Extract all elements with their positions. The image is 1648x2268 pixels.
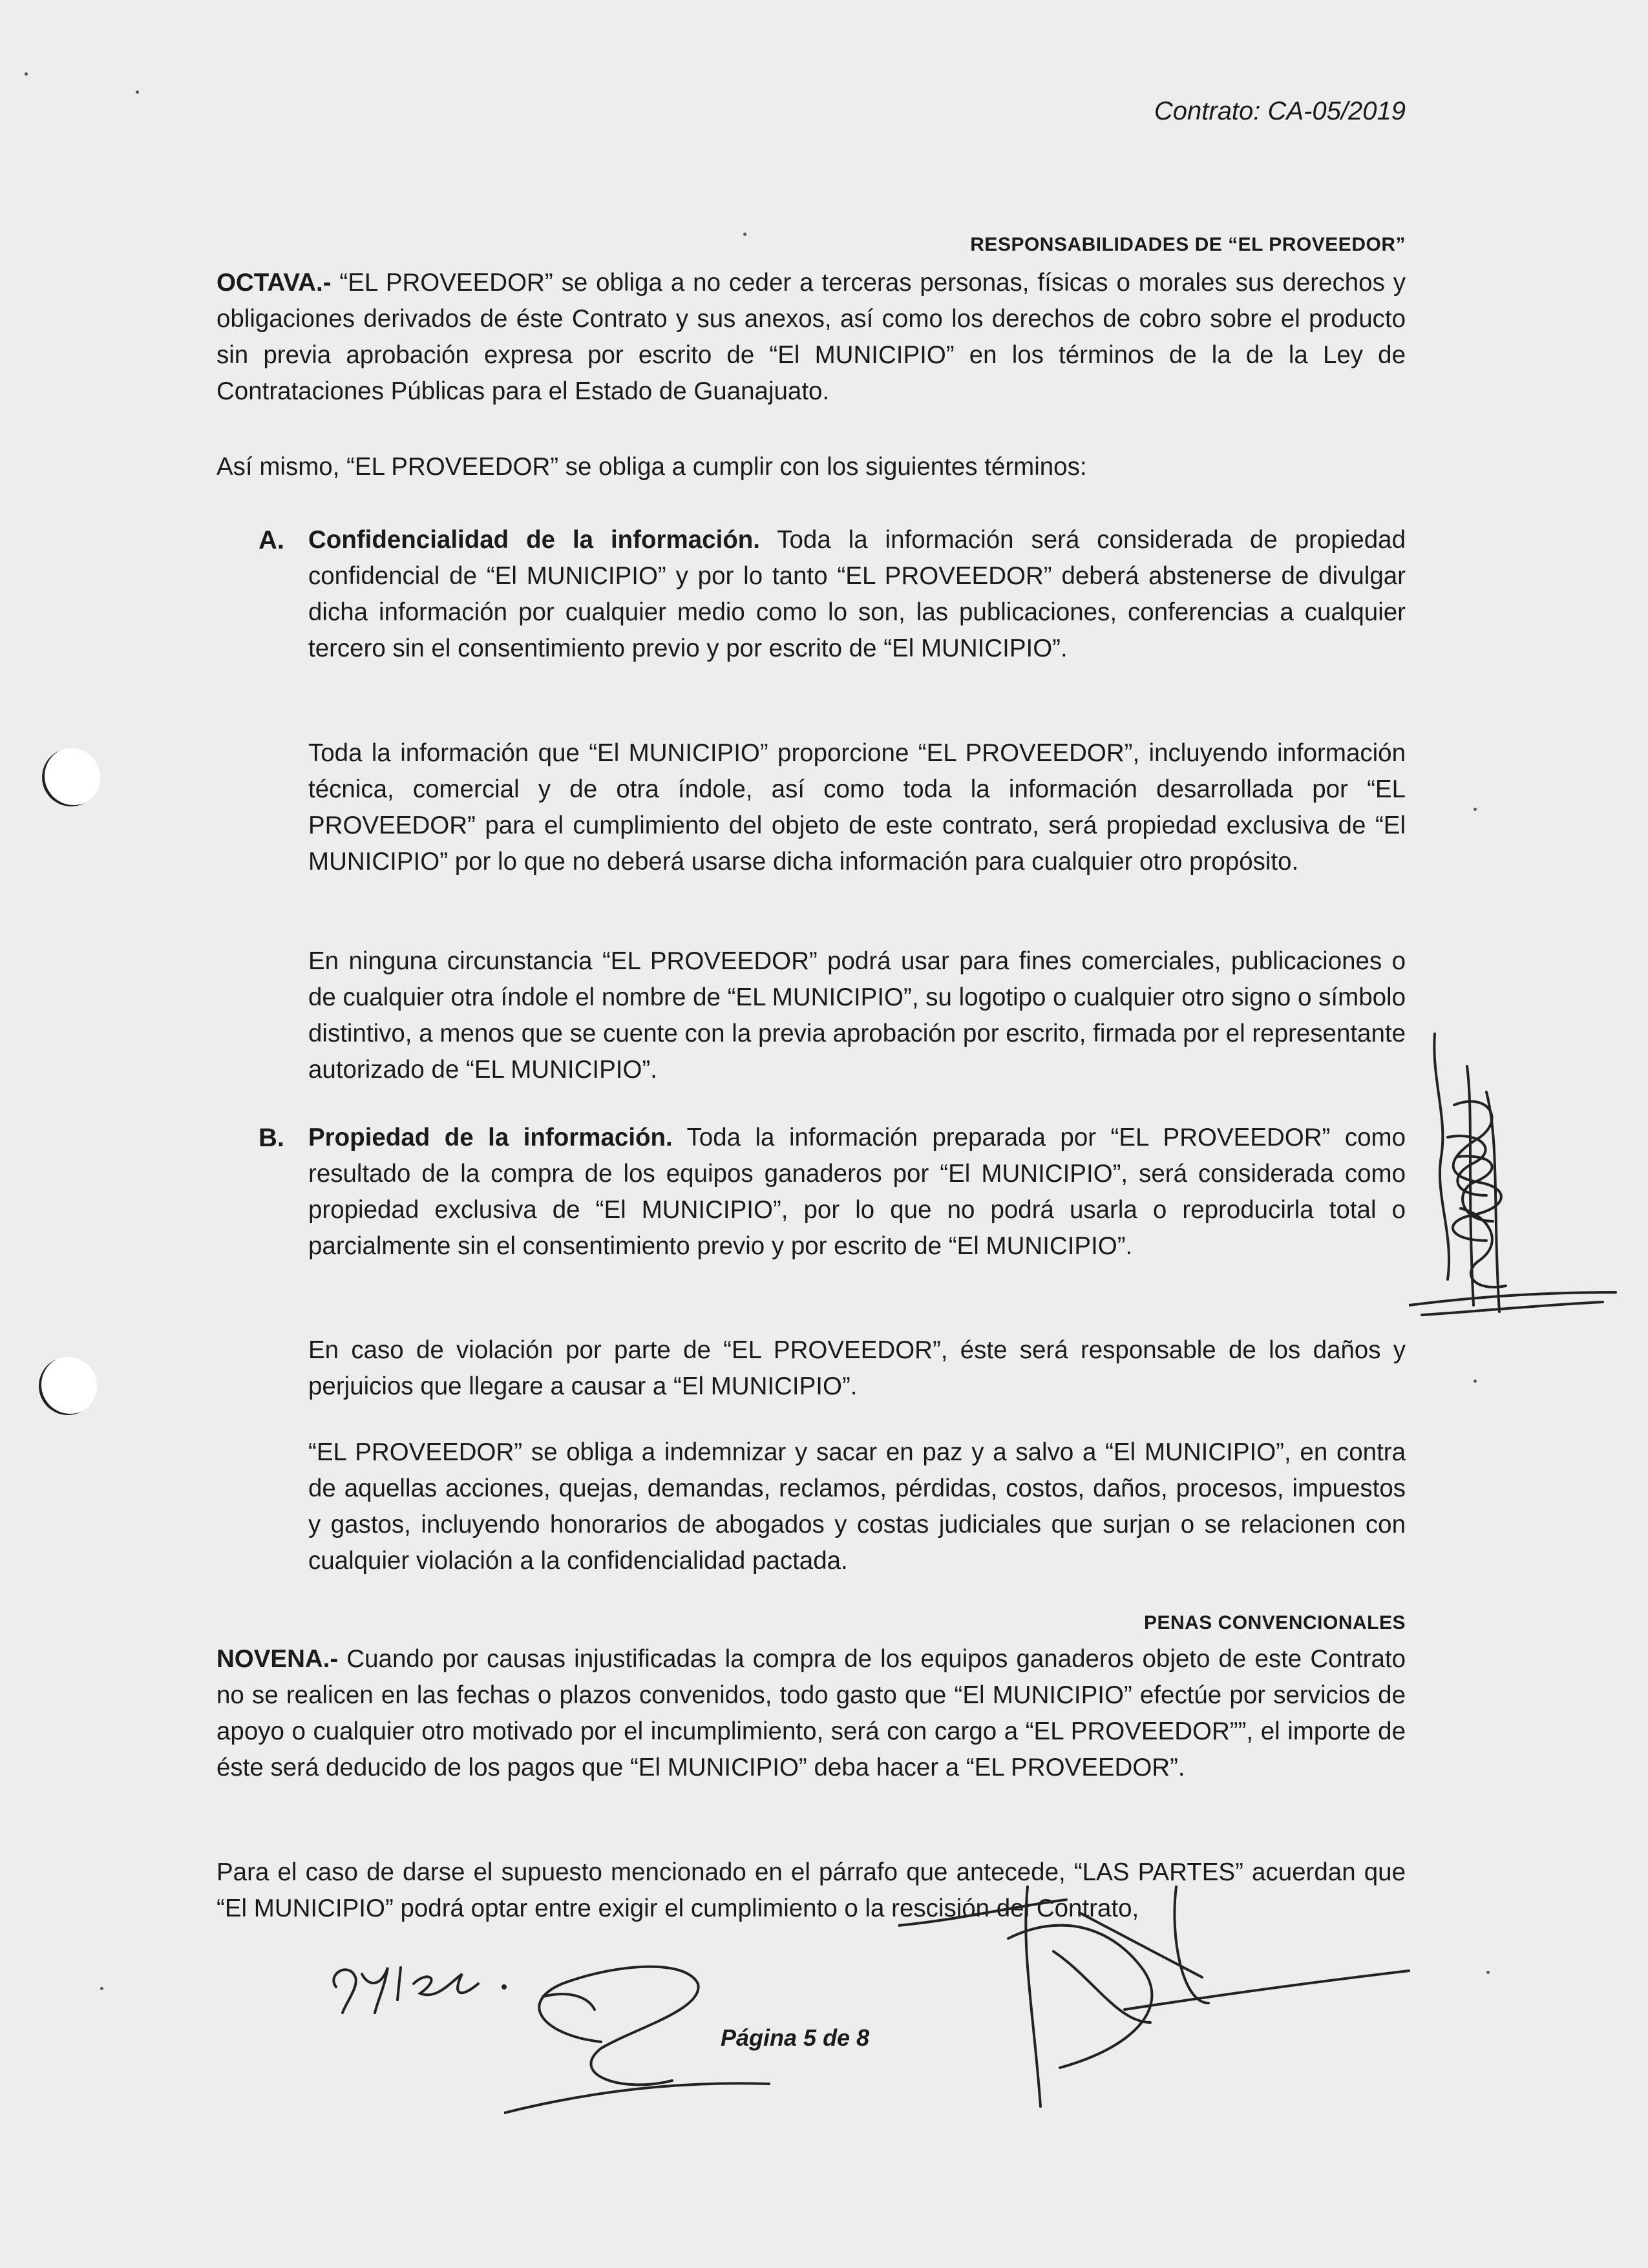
item-a-paragraph [308,522,1406,667]
margin-signature [1409,1027,1622,1331]
section-heading-penas: PENAS CONVENCIONALES [1143,1612,1406,1633]
list-marker-a: A. [259,526,284,554]
item-b-text: Toda la información preparada por “EL PROVEEDOR” como resultado de la compra de los equipos ganaderos por “El MUNICIPIO”, será considerada como propiedad exclusiva de “El MUNICIPIO”, por lo que no podrá usarla o reproducirla total o parcialmente sin el consentimiento previo y por escrito de “El MUNICIPIO”. [308,1124,1406,1260]
clause-octava [217,265,1406,410]
item-a-text: Toda la información será considerada de propiedad confidencial de “El MUNICIPIO” y por lo tanto “EL PROVEEDOR” deberá abstenerse de divulgar dicha información por cualquier medio como lo son, las publicaciones, conferencias a cualquier tercero sin el consentimiento previo y por escrito de “El MUNICIPIO”. [308,526,1406,662]
punch-hole-lower [39,1357,97,1415]
scan-speck [25,72,28,76]
contract-reference: Contrato: CA-05/2019 [1154,97,1406,125]
scan-speck [100,1987,103,1990]
item-b-paragraph [308,1120,1406,1265]
initials-signature [323,1948,523,2019]
page-number: Página 5 de 8 [721,2024,870,2051]
item-a-paragraph-2: Toda la información que “El MUNICIPIO” proporcione “EL PROVEEDOR”, incluyendo información técnica, comercial y de otra índole, así como toda la información desarrollada por “EL PROVEEDOR” para el cumplimiento del objeto de este contrato, será propiedad exclusiva de “El MUNICIPIO” por lo que no deberá usarse dicha información para cualquier otro propósito. [308,739,1406,876]
clause-label: NOVENA.- [217,1645,347,1673]
paragraph-final: Para el caso de darse el supuesto mencionado en el párrafo que antecede, “LAS PARTES” acuerdan que “El MUNICIPIO” podrá optar entre exigir el cumplimiento o la rescisión del Contrato, [217,1858,1406,1922]
item-b-paragraph-3: “EL PROVEEDOR” se obliga a indemnizar y sacar en paz y a salvo a “El MUNICIPIO”, en contra de aquellas acciones, quejas, demandas, reclamos, pérdidas, costos, daños, procesos, impuestos y gastos, incluyendo honorarios de abogados y costas judiciales que surjan o se relacionen con cualquier violación a la confidencialidad pactada. [308,1438,1406,1575]
section-heading-responsabilidades: RESPONSABILIDADES DE “EL PROVEEDOR” [970,234,1406,255]
clause-text: “EL PROVEEDOR” se obliga a no ceder a terceras personas, físicas o morales sus derechos y obligaciones derivados de éste Contrato y sus anexos, así como los derechos de cobro sobre el producto sin previa aprobación expresa por escrito de “El MUNICIPIO” en los términos de la de la Ley de Contrataciones Públicas para el Estado de Guanajuato. [217,269,1406,405]
punch-hole-upper [42,748,100,806]
clause-label: OCTAVA.- [217,269,340,297]
signature-3 [898,1874,1415,2119]
scan-speck [743,233,746,236]
paragraph-asimismo: Así mismo, “EL PROVEEDOR” se obliga a cumplir con los siguientes términos: [217,453,1087,481]
clause-text: Cuando por causas injustificadas la compra de los equipos ganaderos objeto de este Contrato no se realicen en las fechas o plazos convenidos, todo gasto que “El MUNICIPIO” efectúe por servicios de apoyo o cualquier otro motivado por el incumplimiento, será con cargo a “EL PROVEEDOR””, el importe de éste será deducido de los pagos que “El MUNICIPIO” deba hacer a “EL PROVEEDOR”. [217,1645,1406,1781]
scan-speck [136,90,139,94]
scan-speck [1474,808,1477,811]
list-marker-b: B. [259,1124,284,1152]
clause-novena [217,1641,1406,1786]
item-a-paragraph-3: En ninguna circunstancia “EL PROVEEDOR” podrá usar para fines comerciales, publicaciones o de cualquier otra índole el nombre de “EL MUNICIPIO”, su logotipo o cualquier otro signo o símbolo distintivo, a menos que se cuente con la previa aprobación por escrito, firmada por el representante autorizado de “EL MUNICIPIO”. [308,947,1406,1084]
signature-2 [504,1945,776,2119]
item-b-title: Propiedad de la información. [308,1124,673,1151]
scan-speck [1486,1971,1490,1974]
item-b-paragraph-2: En caso de violación por parte de “EL PROVEEDOR”, éste será responsable de los daños y perjuicios que llegare a causar a “El MUNICIPIO”. [308,1336,1406,1400]
item-a-title: Confidencialidad de la información. [308,526,761,554]
scan-speck [1474,1380,1477,1383]
